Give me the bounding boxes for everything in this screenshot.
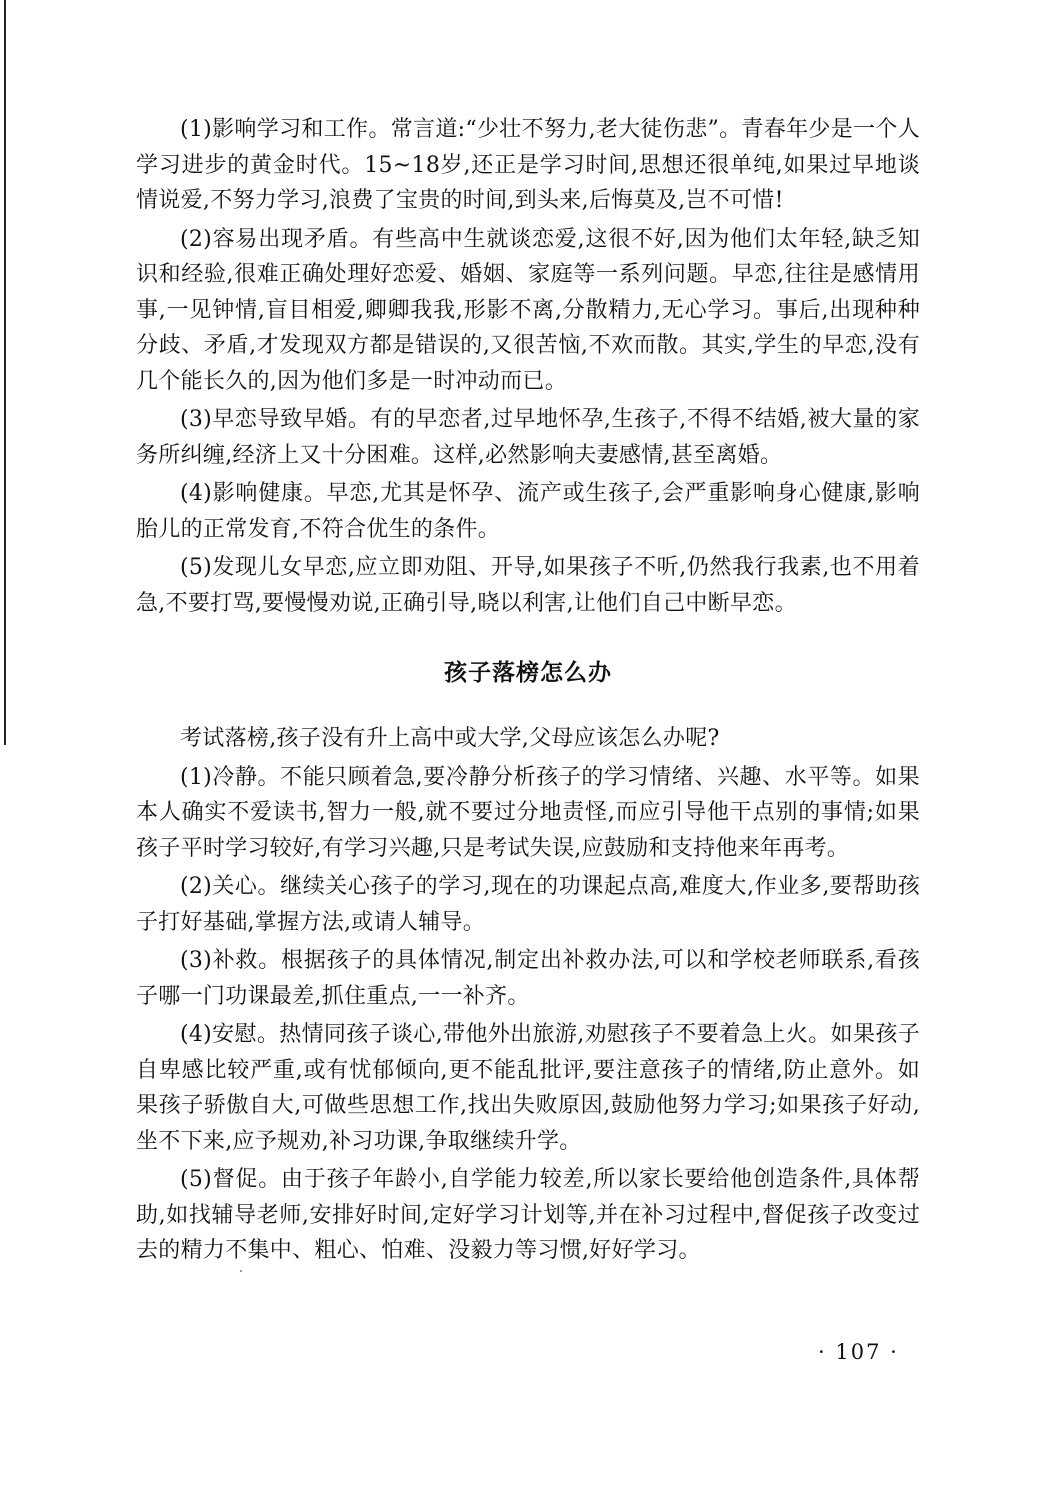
section-exam-failure <box>136 721 920 1269</box>
scan-speck <box>240 1270 242 1272</box>
page-number: · 107 · <box>818 1340 899 1364</box>
paragraph-early-marriage: (3)早恋导致早婚。有的早恋者,过早地怀孕,生孩子,不得不结婚,被大量的家务所纠缠,经济上又十分困难。这样,必然影响夫妻感情,甚至离婚。 <box>136 407 920 468</box>
paragraph-health: (4)影响健康。早恋,尤其是怀孕、流产或生孩子,会严重影响身心健康,影响胎儿的正常发育,不符合优生的条件。 <box>136 481 920 542</box>
scan-edge-rule <box>4 0 6 745</box>
paragraph-intro: 考试落榜,孩子没有升上高中或大学,父母应该怎么办呢? <box>180 726 720 751</box>
paragraph-comfort: (4)安慰。热情同孩子谈心,带他外出旅游,劝慰孩子不要着急上火。如果孩子自卑感比较严重,或有忧郁倾向,更不能乱批评,要注意孩子的情绪,防止意外。如果孩子骄傲自大,可做些思想工作,找出失败原因,鼓励他努力学习;如果孩子好动,坐不下来,应予规劝,补习功课,争取继续升学。 <box>136 1022 920 1154</box>
paragraph-guidance: (5)发现儿女早恋,应立即劝阻、开导,如果孩子不听,仍然我行我素,也不用着急,不要打骂,要慢慢劝说,正确引导,晓以利害,让他们自己中断早恋。 <box>136 555 920 616</box>
paragraph-remedy: (3)补救。根据孩子的具体情况,制定出补救办法,可以和学校老师联系,看孩子哪一门功课最差,抓住重点,一一补齐。 <box>136 948 920 1009</box>
paragraph-contradictions: (2)容易出现矛盾。有些高中生就谈恋爱,这很不好,因为他们太年轻,缺乏知识和经验,很难正确处理好恋爱、婚姻、家庭等一系列问题。早恋,往往是感情用事,一见钟情,盲目相爱,卿卿我我,形影不离,分散精力,无心学习。事后,出现种种分歧、矛盾,才发现双方都是错误的,又很苦恼,不欢而散。其实,学生的早恋,没有几个能长久的,因为他们多是一时冲动而已。 <box>136 226 920 394</box>
section-early-love <box>136 112 920 621</box>
paragraph-care: (2)关心。继续关心孩子的学习,现在的功课起点高,难度大,作业多,要帮助孩子打好基础,掌握方法,或请人辅导。 <box>136 874 920 935</box>
page-body <box>136 112 920 1272</box>
paragraph-effect-study: (1)影响学习和工作。常言道:“少壮不努力,老大徒伤悲”。青春年少是一个人学习进步的黄金时代。15~18岁,还正是学习时间,思想还很单纯,如果过早地谈情说爱,不努力学习,浪费了宝贵的时间,到头来,后悔莫及,岂不可惜! <box>136 117 920 213</box>
section-title: 孩子落榜怎么办 <box>444 660 612 686</box>
paragraph-calm: (1)冷静。不能只顾着急,要冷静分析孩子的学习情绪、兴趣、水平等。如果本人确实不爱读书,智力一般,就不要过分地责怪,而应引导他干点别的事情;如果孩子平时学习较好,有学习兴趣,只是考试失误,应鼓励和支持他来年再考。 <box>136 764 920 861</box>
paragraph-supervise: (5)督促。由于孩子年龄小,自学能力较差,所以家长要给他创造条件,具体帮助,如找辅导老师,安排好时间,定好学习计划等,并在补习过程中,督促孩子改变过去的精力不集中、粗心、怕难、没毅力等习惯,好好学习。 <box>136 1167 920 1263</box>
